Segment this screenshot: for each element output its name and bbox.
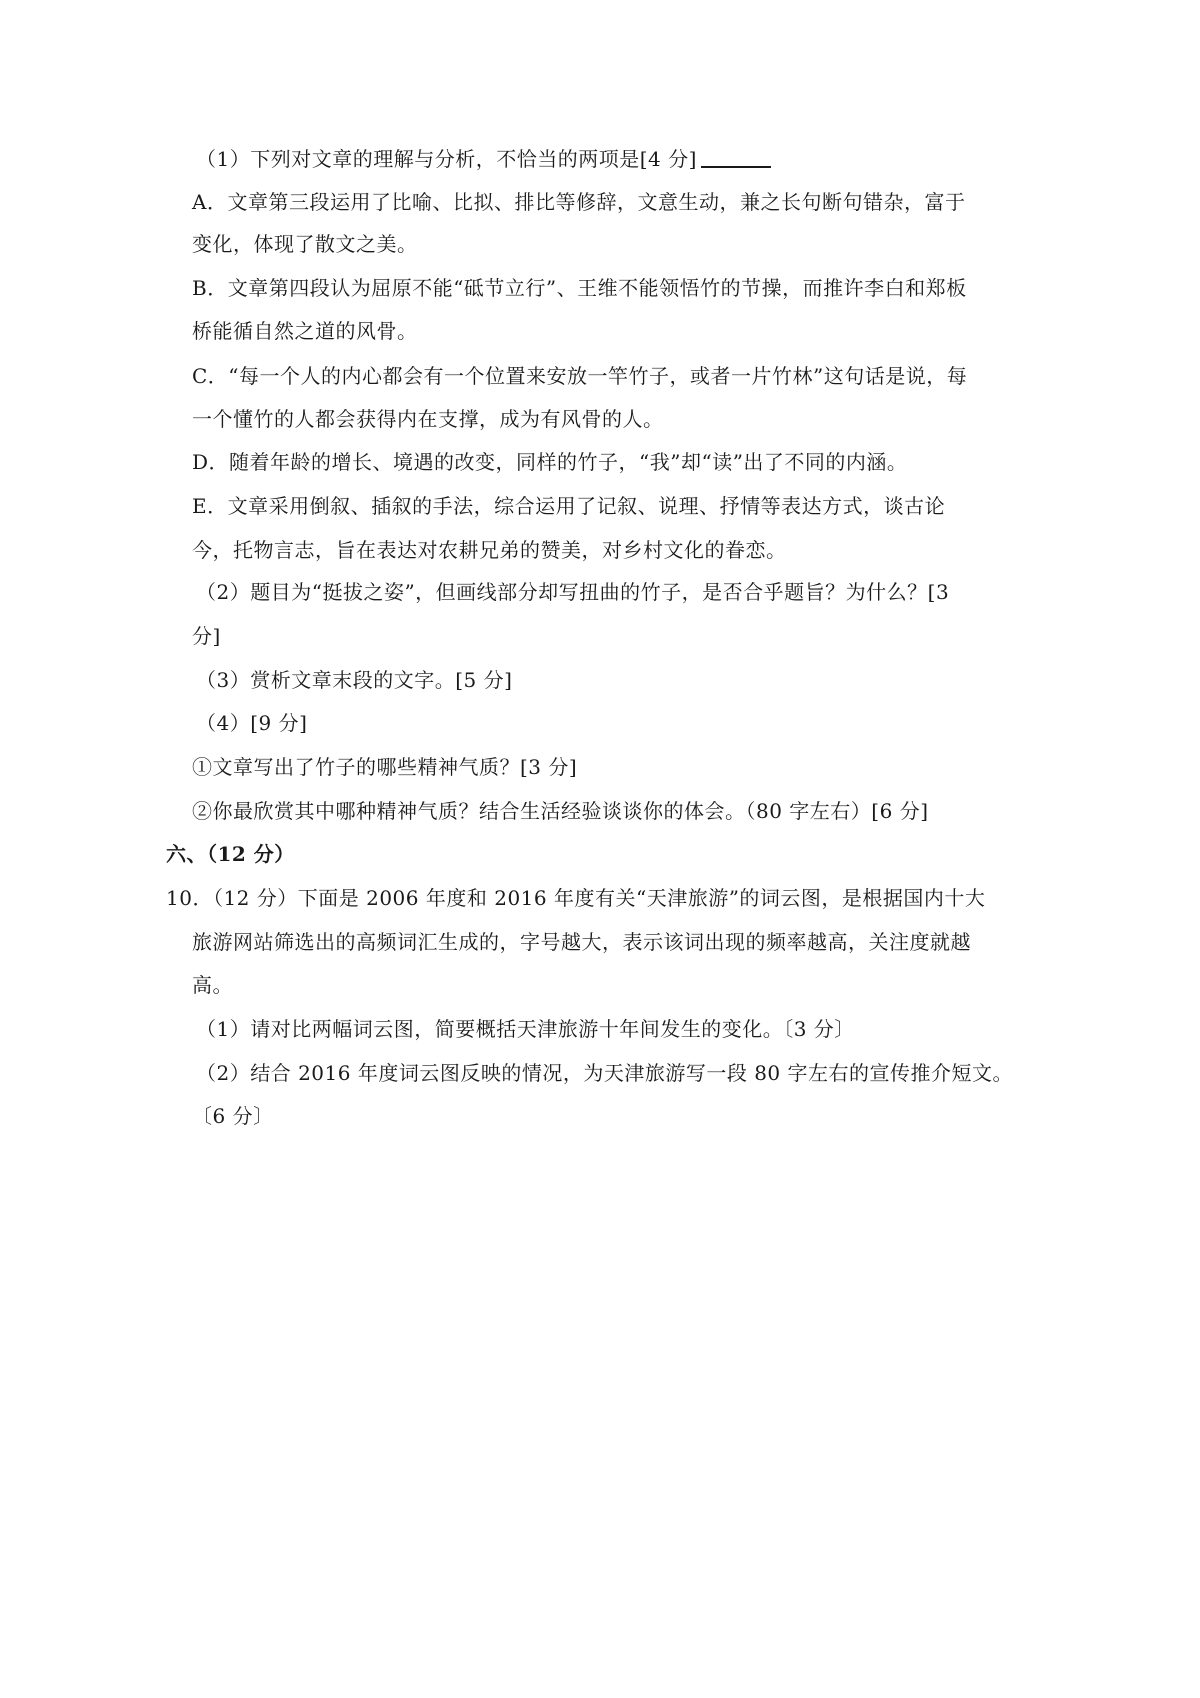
q9-4-sub2: ②你最欣赏其中哪种精神气质？结合生活经验谈谈你的体会。（80 字左右）[6 分]: [192, 799, 929, 823]
q10-sub1: （1）请对比两幅词云图，简要概括天津旅游十年间发生的变化。〔3 分〕: [196, 1017, 855, 1041]
option-c-line1: C．“每一个人的内心都会有一个位置来安放一竿竹子，或者一片竹林”这句话是说，每: [192, 364, 968, 388]
option-b-line2: 桥能循自然之道的风骨。: [192, 319, 418, 343]
q9-1-stem: [196, 145, 771, 173]
q9-2-line2: 分]: [192, 624, 221, 648]
q10-line2: 旅游网站筛选出的高频词汇生成的，字号越大，表示该词出现的频率越高，关注度就越: [192, 930, 971, 954]
q10-sub2-line2: 〔6 分〕: [192, 1104, 274, 1128]
option-a-line2: 变化，体现了散文之美。: [192, 232, 418, 256]
q10-line3: 高。: [192, 973, 233, 997]
q9-4-sub1: ①文章写出了竹子的哪些精神气质？[3 分]: [192, 755, 578, 779]
q9-3: （3）赏析文章末段的文字。[5 分]: [196, 668, 513, 692]
q9-1-stem-text: （1）下列对文章的理解与分析，不恰当的两项是[4 分]: [196, 147, 697, 171]
option-e-line2: 今，托物言志，旨在表达对农耕兄弟的赞美，对乡村文化的眷恋。: [192, 538, 787, 562]
q9-4-head: （4）[9 分]: [196, 711, 308, 735]
answer-blank: [701, 146, 771, 168]
option-e-line1: E．文章采用倒叙、插叙的手法，综合运用了记叙、说理、抒情等表达方式，谈古论: [192, 494, 946, 518]
option-d-line1: D．随着年龄的增长、境遇的改变，同样的竹子，“我”却“读”出了不同的内涵。: [192, 450, 908, 474]
q10-line1: 10．（12 分）下面是 2006 年度和 2016 年度有关“天津旅游”的词云图，是根据国内十大: [166, 886, 986, 910]
q10-sub2-line1: （2）结合 2016 年度词云图反映的情况，为天津旅游写一段 80 字左右的宣传推介短文。: [196, 1061, 1014, 1085]
section-six-heading: 六、（12 分）: [166, 842, 295, 866]
option-c-line2: 一个懂竹的人都会获得内在支撑，成为有风骨的人。: [192, 407, 664, 431]
option-a-line1: A．文章第三段运用了比喻、比拟、排比等修辞，文意生动，兼之长句断句错杂，富于: [192, 190, 966, 214]
q9-2-line1: （2）题目为“挺拔之姿”，但画线部分却写扭曲的竹子，是否合乎题旨？为什么？[3: [196, 580, 950, 604]
option-b-line1: B．文章第四段认为屈原不能“砥节立行”、王维不能领悟竹的节操，而推许李白和郑板: [192, 276, 967, 300]
